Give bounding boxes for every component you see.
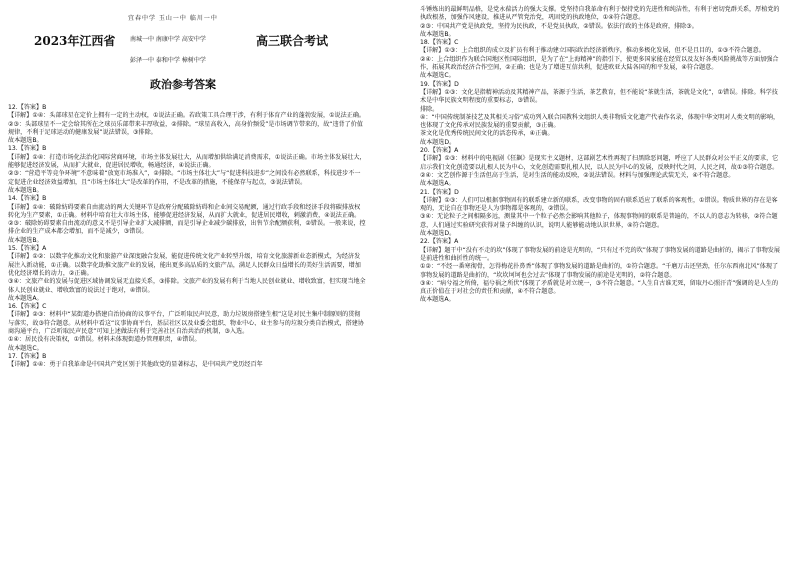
explanation-paragraph: 故本题选B。 <box>8 236 43 244</box>
explanation-paragraph: 故本题选C。 <box>8 344 43 352</box>
document-header <box>0 8 380 96</box>
exam-title-year: 2023年江西省 <box>34 34 116 48</box>
schools-line-bottom: 彭泽一中 泰和中学 樟树中学 <box>130 57 206 64</box>
explanation-paragraph: 【详解】①③：上合组织的成立及扩员有利于推动建立国际政治经济新秩序，推动多极化发展，但不是且目的，①③不符合题意。 <box>420 47 765 55</box>
explanation-paragraph: 【详解】①②：以数字化推动文化和旅游产业深度融合发展，能促进传统文化产业转型升级，培育文化旅游新业态新模式，为经济发展注入新动能，①正确。以数字化助推文旅产业的发展，能出更多高品质的文旅产品，满足人民群众日益增长的美好生活需要，增加优化经济增长的动力，②正确。 <box>8 253 361 277</box>
explanation-paragraph: ③④：文旅产业的发展与促进区域协调发展无直接关系，③排除。文旅产业的发展有利于当地人民创业就业、增收致富，但实现当地全体人民创业就业、增收致富的说法过于绝对，④错误。 <box>8 278 366 294</box>
schools-line-top: 宜春中学 玉山一中 临川一中 <box>128 15 218 22</box>
explanation-paragraph: 故本题选D。 <box>420 230 456 238</box>
explanation-paragraph: 故本题选A。 <box>420 180 455 188</box>
explanation-paragraph: 【详解】①③：文化是指精神活动及其精神产品，茶源于生活，茶艺教育，但不能说“茶就生活，茶就是文化”，①错误。排除。科学技术是中华民族文明程度的重要标志，③错误。 <box>420 88 778 105</box>
explanation-paragraph: ②③：头部球星不一定会给其所在之球员乐部带来丰厚收益，②排除。“球星高收入，高身价频爱”是市场调节带来的，故“违背了价值规律，不利于足球运动的健康发展”说法错误，③排除。 <box>8 120 363 136</box>
explanation-paragraph: ③④：无论粒子之间相隔多远，测量其中一个粒子必然会影响其他粒子，体现事物间的联系是普遍的，不以人的意志为转移，②符合题意，人们通过实验研究获得对量子纠缠的认识，说明人能够能动地认识世界，④符合题意。 <box>420 213 778 229</box>
explanation-paragraph: 【详解】②③：材料中“某街道办搭建自治协商的议事平台，广泛听取民声民意，助力垃圾房搭建生根”这是对民主集中制原则的贯彻与落实，故③符合题意。从材料中看这“议事协商平台，基层社区以及业委会组织、物业中心、业主参与的垃圾分类自治模式，搭建协商沟通平台，广泛听取民声民意”可知上述做法有利于完善社区自治共治的机制，③入选。 <box>8 311 364 336</box>
explanation-paragraph: ②④：文艺创作源于生活但高于生活，是对生活的能动反映，②说法错误。材料与加强理论武装无关，④不符合题意。 <box>420 171 735 179</box>
explanation-paragraph: 故本题选B。 <box>420 30 455 38</box>
answer-key-line: 17.【答案】B <box>8 352 47 360</box>
explanation-paragraph: 【详解】①④：打造市场化法治化国际营商环境，市场主体发展壮大，从而增加供给满足消费需求，①说法正确。市场主体发展壮大，能够促进经济发展，从而扩大就业，促进居民增收，畅通经济，④说法正确。 <box>8 153 366 170</box>
answer-key-line: 16.【答案】C <box>8 303 47 311</box>
explanation-paragraph: 【详解】①④：勇于自我革命是中国共产党区别于其他政党的显著标志，是中国共产党历经百年 <box>8 361 263 369</box>
explanation-paragraph: ②③：“营造平等竞争环境”不意味着“放宽市场准入”，②排除。“市场主体壮大”与“促进科技进步”之间没有必然联系，科技进步不一定促进企业经济效益增加，且“市场主体壮大”是改革的作用，不是改革的措施，不能保存与起点，③说法错误。 <box>8 170 361 186</box>
explanation-paragraph: 故本题选D。 <box>420 138 456 146</box>
explanation-paragraph: 【详解】①④：破除妨碍要素自由流动的两大关键环节是政府分配破除妨碍和企业间交易配额，通过行政手段和经济手段将碳排放权转化为生产要素，①正确。材料中培育壮大市场主体，能够促进经济发展，从而扩大就业，促进居民增收，刺激消费，④说法正确。 <box>8 203 361 219</box>
answer-key-line: 18.【答案】C <box>420 39 459 47</box>
schools-line-middle: 南城一中 南康中学 高安中学 <box>130 36 206 43</box>
right-answer-column <box>420 6 782 305</box>
answer-key-line: 12.【答案】B <box>8 104 47 111</box>
left-answer-column <box>8 104 366 370</box>
answer-key-line: 19.【答案】D <box>420 80 459 88</box>
answer-key-line: 20.【答案】A <box>420 147 459 155</box>
explanation-paragraph: 【详解】①③：材料中的电视剧《狂飙》是现实主义题材，这部剧艺术性再现了扫黑除恶问题，呼应了人民群众对公平正义的要求，它启示我们文化创造要以扎根人民为中心，文化创造需要扎根人民，以人民为中心的发展，反映时代之问，人民之问，故①③符合题意。 <box>420 155 779 171</box>
explanation-paragraph: ①②：“不经一番寒彻骨，怎得梅花扑鼻香”体现了事物发展的道路是曲折的，①符合题意。“千磨万击还坚劲，任尔东西南北风”体现了事物发展的道路是曲折的，“坎坎坷坷也会过去”体现了事物发展的前途是光明的，②符合题意。 <box>420 263 779 279</box>
explanation-paragraph: 【详解】题干中“没有不走的坎”体现了事物发展的前途是光明的，“只有过不完的坎”体现了事物发展的道路是曲折的，揭示了事物发展是前进性和曲折性的统一。 <box>420 246 780 262</box>
explanation-paragraph: ②③：中国共产党是执政党，坚持为民执政，不是党员执政，②错误。依法行政的主体是政府，排除③。 <box>420 22 698 30</box>
answer-key-line: 15.【答案】A <box>8 245 47 253</box>
explanation-paragraph: ②④：上合组织作为联合国地区性国际组织，是为了在“上海精神”的指引下，使更多国家能在经贸以及友好各类风险挑战等方面加强合作，拓展其政治经济合作空间，②正确；也是为了增进互信共利，促进欧亚大陆各国的和平发展，④符合题意。 <box>420 55 779 72</box>
answer-key-line: 13.【答案】B <box>8 145 47 153</box>
explanation-paragraph: 茶文化是优秀传统民间文化的活态传承，④正确。 <box>420 130 554 138</box>
answer-key-line: 14.【答案】B <box>8 195 47 203</box>
explanation-paragraph: 故本题选A。 <box>420 296 455 304</box>
explanation-paragraph: 【详解】①③：人们可以根据事物固有的联系建立新的联系，改变事物的固有联系适应了联系的客观性，①错误。物质世界的存在是客观的，无论自在事物还是人为事物都是客观的，②错误。 <box>420 196 778 213</box>
explanation-paragraph: ③④：“病兮福之所倚，福兮祸之所伏”体现了矛盾就是对立统一，③不符合题意。“人生自古谁无死，留取丹心照汗青”强调的是人生的真正价值在于对社会的责任和贡献，④不符合题意。 <box>420 279 779 296</box>
document-subtitle: 政治参考答案 <box>150 78 216 91</box>
answer-key-line: 22.【答案】A <box>420 238 459 246</box>
explanation-paragraph: ①④：居民没有决策权，①错误。材料未体现街道办管理职责，④错误。 <box>8 336 201 344</box>
explanation-paragraph: ④：“中国传统制茶技艺及其相关习俗”成功列入联合国教科文组织人类非物质文化遗产代表作名录，体现中华文明对人类文明的影响，也体现了文化传承对民族发展的重要贡献，③正确。 <box>420 113 780 130</box>
answer-key-line: 21.【答案】D <box>420 188 459 196</box>
explanation-paragraph: 故本题选A。 <box>8 294 43 302</box>
explanation-paragraph: 排除。 <box>420 105 439 113</box>
explanation-paragraph: 故本题选C。 <box>420 72 455 80</box>
explanation-paragraph: ②③：破除妨碍要素自由流动的意义不是引导企业扩大减排额，而是引导企业减少碳排放，出售节余配额获利，②错误。一般来说，控排企业的生产成本都会增加，而不是减少，③错误。 <box>8 220 366 236</box>
explanation-paragraph: 故本题选B。 <box>8 186 43 194</box>
explanation-paragraph: 斗锤炼出的最鲜明品格，是党永葆活力的强大支撑。党坚持自我革命有利于保持党的先进性和纯洁性，有利于密切党群关系，厚植党的执政根基，加强作风建设，推进从严管党治党，巩固党的执政地位，①④符合题意。 <box>420 6 780 22</box>
exam-title-name: 高三联合考试 <box>256 34 329 48</box>
explanation-paragraph: 故本题选B。 <box>8 137 43 145</box>
explanation-paragraph: 【详解】①④：头部球星在定价上拥有一定的主动权，①说法正确。若政策工具合理干涉，有利于体育产业的蓬勃发展，①说法正确。 <box>8 112 366 120</box>
